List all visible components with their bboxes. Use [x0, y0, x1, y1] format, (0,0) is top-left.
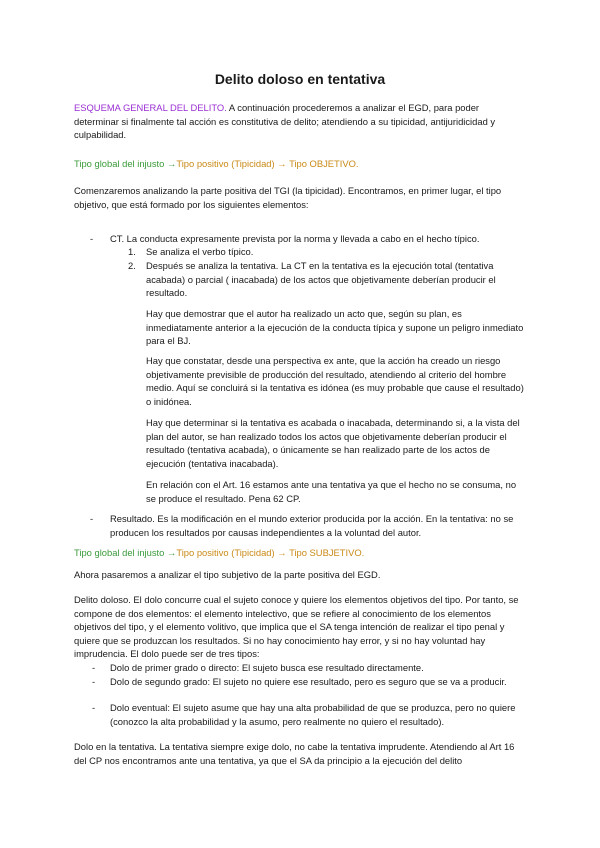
path-objetivo-a: Tipo global del injusto →: [74, 158, 177, 169]
intro-paragraph: [74, 101, 526, 142]
intro-text: A continuación procederemos a analizar el EGD, para poder determinar si finalmente tal acción es constitutiva de delito; atendiendo a su tipicidad, antijuridicidad y culpabilidad.: [74, 102, 496, 141]
path-subjetivo-c: →: [274, 547, 290, 558]
path-objetivo-d: Tipo OBJETIVO.: [289, 158, 359, 169]
paragraph-subjetivo: Ahora pasaremos a analizar el tipo subjetivo de la parte positiva del EGD.: [74, 569, 381, 580]
paragraph-art16: En relación con el Art. 16 estamos ante una tentativa ya que el hecho no se consuma, no se produce el resultado. Pena 62 CP.: [146, 479, 517, 504]
bullet-dash: -: [90, 233, 94, 244]
path-objetivo: [74, 157, 526, 171]
dolo-item-1: Dolo de primer grado o directo: El sujeto busca ese resultado directamente.: [110, 662, 424, 673]
bullet-dash: -: [90, 513, 94, 524]
paragraph-dolo: Delito doloso. El dolo concurre cual el sujeto conoce y quiere los elementos objetivos del tipo. Por tanto, se compone de dos elementos: el elemento intelectivo, que se refiere al conocimiento de los elementos objetivos del tipo, y el elemento volitivo, que implica que el SA tenga intención de realizar el tipo penal y quiere que se produzcan los resultados. Si no hay conocimiento hay error, y si no hay voluntad hay imprudencia. El dolo puede ser de tres tipos:: [74, 594, 519, 660]
path-objetivo-c: →: [274, 158, 290, 169]
paragraph-acto-anterior: Hay que demostrar que el autor ha realizado un acto que, según su plan, es inmediatamente anterior a la ejecución de la conducta típica y supone un peligro inmediato para el BJ.: [146, 308, 524, 347]
paragraph-acabada: Hay que determinar si la tentativa es acabada o inacabada, determinando si, a la vista del plan del autor, se han realizado todos los actos que objetivamente deberían producir el resultado (tentativa acabada), o únicamente se han realizado parte de los actos de ejecución (tentativa inacabada).: [146, 417, 520, 469]
list-number-2: 2.: [128, 260, 136, 271]
path-objetivo-b: Tipo positivo (Tipicidad): [176, 158, 275, 169]
ct-item: CT. La conducta expresamente prevista por la norma y llevada a cabo en el hecho típico.: [110, 233, 480, 244]
bullet-dash: -: [92, 702, 96, 713]
path-subjetivo-a: Tipo global del injusto →: [74, 547, 177, 558]
list-item-1: Se analiza el verbo típico.: [146, 246, 254, 257]
path-subjetivo-d: Tipo SUBJETIVO.: [289, 547, 365, 558]
paragraph-dolo-tentativa: Dolo en la tentativa. La tentativa siempre exige dolo, no cabe la tentativa imprudente. Atendiendo al Art 16 del CP nos encontramos ante una tentativa, ya que el SA da principio a la ejecución del delito: [74, 741, 515, 766]
intro-label: ESQUEMA GENERAL DEL DELITO.: [74, 102, 227, 113]
path-subjetivo: [74, 546, 526, 560]
bullet-dash: -: [92, 662, 96, 673]
resultado-item: Resultado. Es la modificación en el mundo exterior producida por la acción. En la tentativa: no se producen los resultados por causas independientes a la voluntad del autor.: [110, 513, 514, 538]
list-item-2: Después se analiza la tentativa. La CT en la tentativa es la ejecución total (tentativa acabada) o parcial ( inacabada) de los actos que objetivamente deberían producir el resultado.: [146, 260, 496, 299]
path-subjetivo-b: Tipo positivo (Tipicidad): [176, 547, 275, 558]
dolo-item-3: Dolo eventual: El sujeto asume que hay una alta probabilidad de que se produzca, pero no quiere (conozco la alta probabilidad y la asumo, pero realmente no quiero el resultado).: [110, 702, 516, 727]
paragraph-riesgo: Hay que constatar, desde una perspectiva ex ante, que la acción ha creado un riesgo objetivamente previsible de producción del resultado, atendiendo al criterio del hombre medio. Aquí se concluirá si la tentativa es idónea (es muy probable que cause el resultado) o inidónea.: [146, 355, 524, 407]
dolo-item-2: Dolo de segundo grado: El sujeto no quiere ese resultado, pero es seguro que se va a producir.: [110, 676, 507, 687]
bullet-dash: -: [92, 676, 96, 687]
page-title: Delito doloso en tentativa: [214, 71, 386, 87]
list-number-1: 1.: [128, 246, 136, 257]
paragraph-objetivo: Comenzaremos analizando la parte positiva del TGI (la tipicidad). Encontramos, en primer lugar, el tipo objetivo, que está formado por los siguientes elementos:: [74, 185, 502, 210]
